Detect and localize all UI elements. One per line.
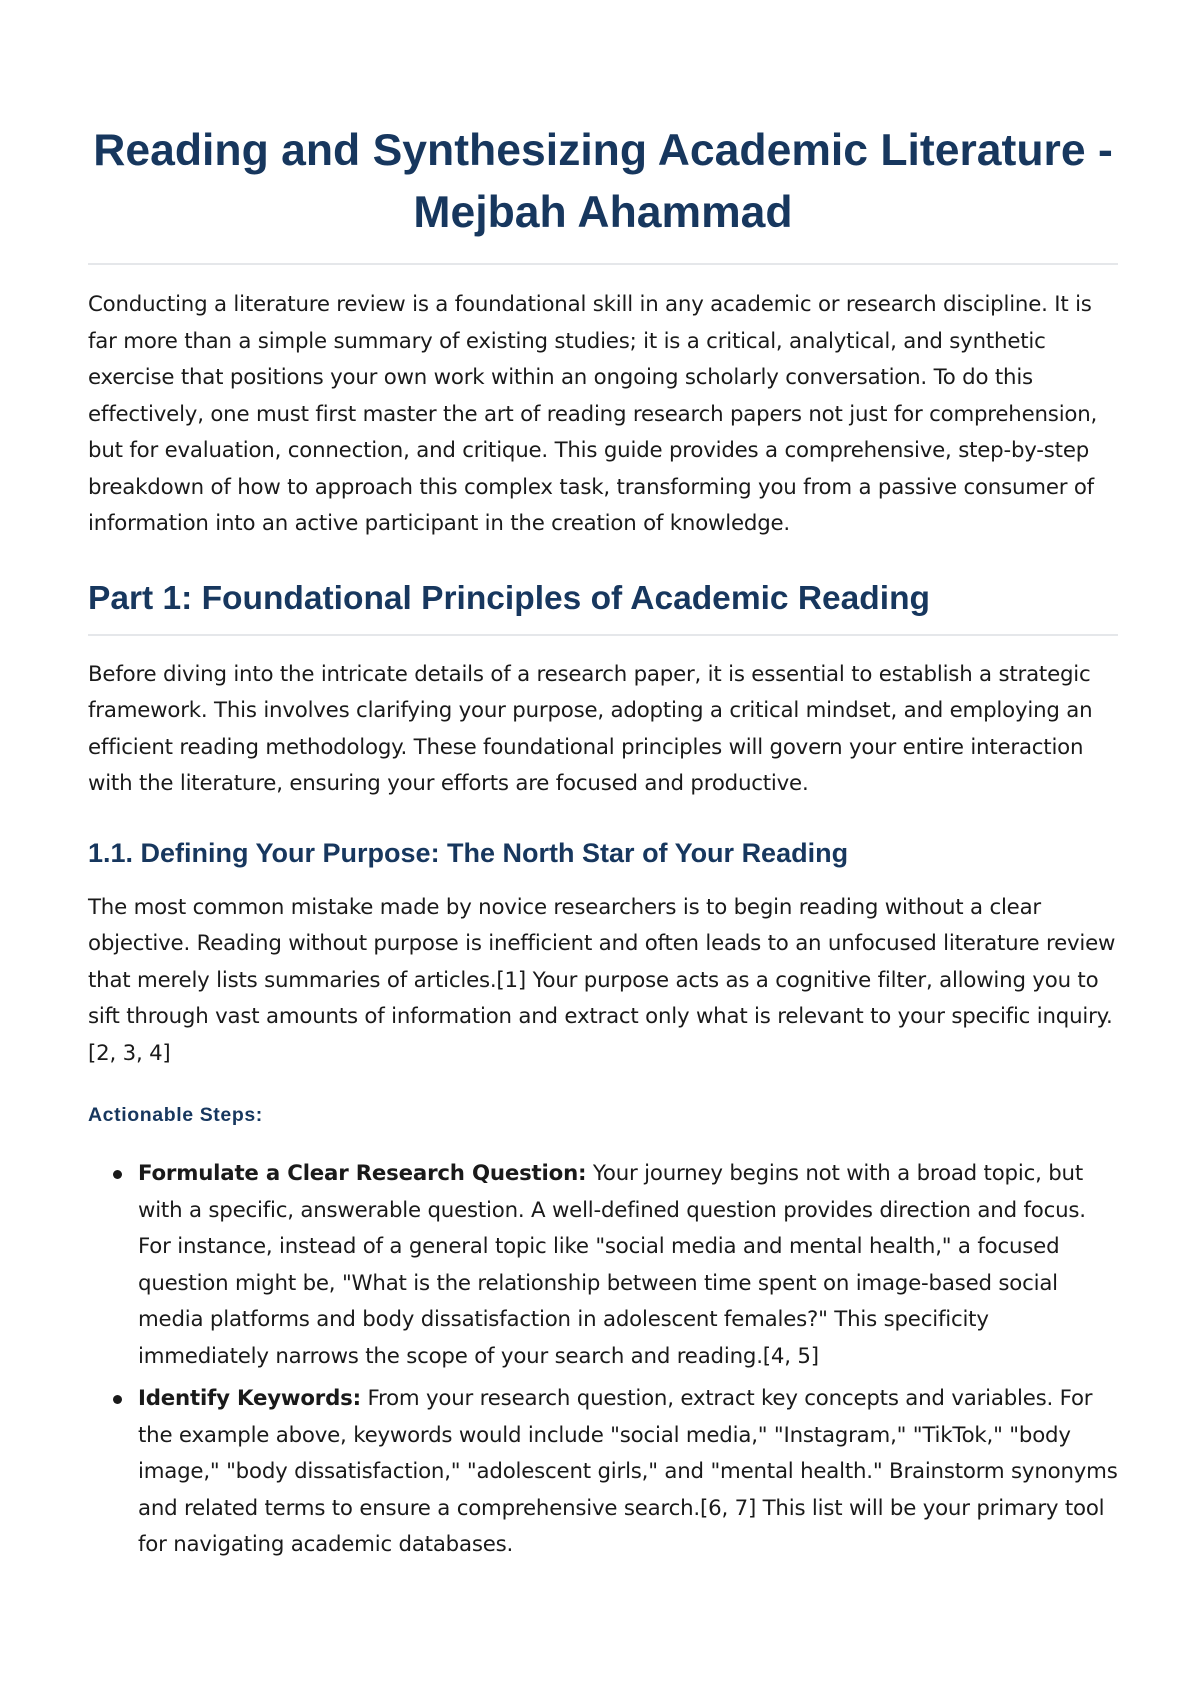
step-term: Identify Keywords: — [138, 1386, 361, 1411]
actionable-steps-list — [88, 1156, 1118, 1564]
step-text: Your journey begins not with a broad topic, but with a specific, answerable question. A well-defined question provides direction and focus. For instance, instead of a general topic like "social media and mental health," a focused question might be, "What is the relationship between time spent on image-based social media platforms and body dissatisfaction in adolescent females?" This specificity immediately narrows the scope of your search and reading.[4, 5] — [138, 1161, 1086, 1369]
bullet-icon — [113, 1395, 122, 1404]
actionable-steps-heading: Actionable Steps: — [88, 1104, 263, 1126]
part1-divider — [88, 634, 1118, 636]
step-term: Formulate a Clear Research Question: — [138, 1161, 587, 1186]
document-title: Reading and Synthesizing Academic Literature - Mejbah Ahammad — [93, 126, 1113, 237]
title-divider — [88, 263, 1118, 265]
list-item — [138, 1156, 1118, 1375]
section-1-1-paragraph: The most common mistake made by novice researchers is to begin reading without a clear objective. Reading without purpose is inefficient and often leads to an unfocused literature review that merely lists summaries of articles.[1] Your purpose acts as a cognitive filter, allowing you to sift through vast amounts of information and extract only what is relevant to your specific inquiry.[2, 3, 4] — [88, 894, 1116, 1066]
part1-paragraph: Before diving into the intricate details of a research paper, it is essential to establish a strategic framework. This involves clarifying your purpose, adopting a critical mindset, and employing an efficient reading methodology. These foundational principles will govern your entire interaction with the literature, ensuring your efforts are focused and productive. — [88, 661, 1093, 796]
step-text: From your research question, extract key concepts and variables. For the example above, keywords would include "social media," "Instagram," "TikTok," "body image," "body dissatisfaction," "adolescent girls," and "mental health." Brainstorm synonyms and related terms to ensure a comprehensive search.[6, 7] This list will be your primary tool for navigating academic databases. — [138, 1386, 1118, 1557]
bullet-icon — [113, 1170, 122, 1179]
section-1-1-heading: 1.1. Defining Your Purpose: The North Star of Your Reading — [88, 837, 849, 868]
part1-heading: Part 1: Foundational Principles of Academic Reading — [88, 579, 930, 617]
intro-paragraph: Conducting a literature review is a foundational skill in any academic or research discipline. It is far more than a simple summary of existing studies; it is a critical, analytical, and synthetic exercise that positions your own work within an ongoing scholarly conversation. To do this effectively, one must first master the art of reading research papers not just for comprehension, but for evaluation, connection, and critique. This guide provides a comprehensive, step-by-step breakdown of how to approach this complex task, transforming you from a passive consumer of information into an active participant in the creation of knowledge. — [88, 292, 1098, 536]
list-item — [138, 1381, 1118, 1564]
